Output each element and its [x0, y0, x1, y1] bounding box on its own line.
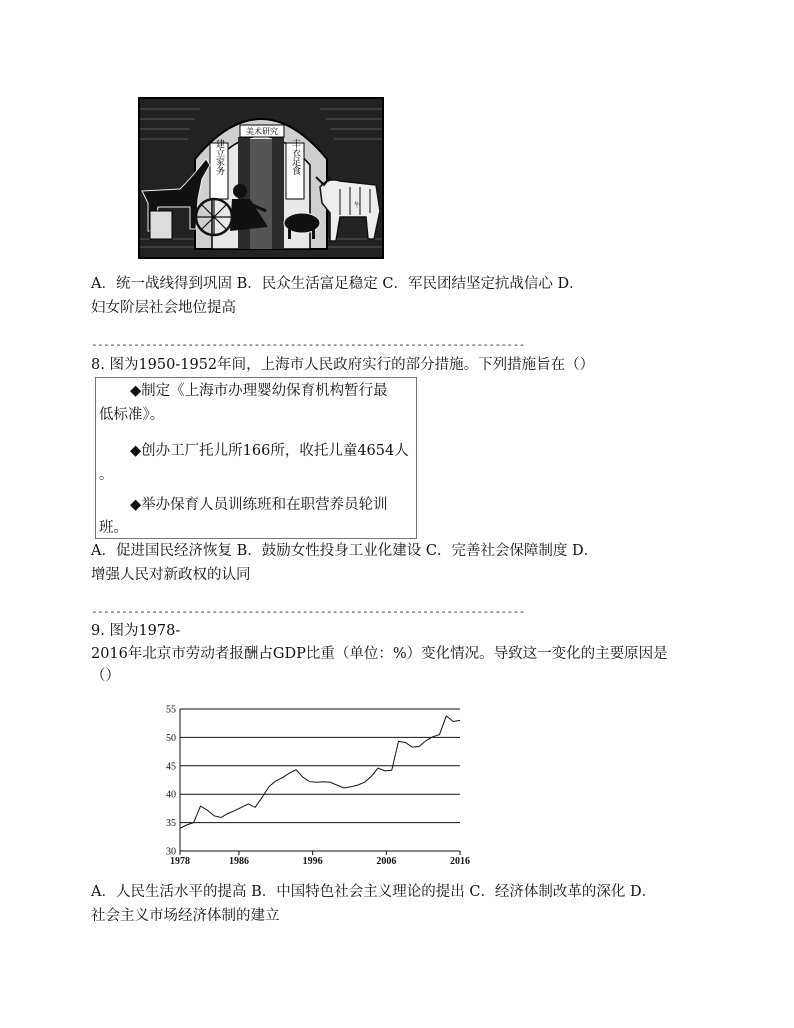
- y-tick-label: 50: [166, 732, 176, 744]
- x-tick-label: 1978: [170, 856, 190, 867]
- x-tick-label: 1996: [302, 856, 323, 867]
- measure-1-line2: 低标准》。: [99, 407, 165, 423]
- q8-options-line2: 增强人民对新政权的认同: [91, 567, 251, 583]
- series-line: [180, 716, 460, 829]
- q8-stem: 8. 图为1950-1952年间，上海市人民政府实行的部分措施。下列措施旨在（）: [91, 357, 595, 373]
- measure-3-line1: ◆举办保育人员训练班和在职营养员轮训: [130, 497, 388, 513]
- q9-line-chart: [160, 703, 470, 871]
- y-tick-label: 40: [166, 789, 176, 801]
- q9-stem-line3: （）: [91, 668, 120, 684]
- y-tick-label: 30: [166, 846, 176, 858]
- measure-2-line2: 。: [99, 467, 114, 483]
- q8-options-line1: A．促进国民经济恢复 B．鼓励女性投身工业化建设 C．完善社会保障制度 D．: [91, 543, 599, 559]
- q9-options-line1: A．人民生活水平的提高 B．中国特色社会主义理论的提出 C．经济体制改革的深化 D．: [91, 884, 657, 900]
- measure-1-line1: ◆制定《上海市办理婴幼保育机构暂行最: [130, 383, 388, 399]
- panel-note-text: 牛: [354, 202, 361, 209]
- sign-left-text: 建立家务: [214, 139, 224, 175]
- y-tick-label: 35: [166, 818, 176, 830]
- q9-stem-line1: 9. 图为1978-: [91, 623, 181, 639]
- woodcut-drawing: [140, 99, 382, 257]
- q7-options-line2: 妇女阶层社会地位提高: [91, 300, 236, 316]
- x-tick-label: 1986: [228, 856, 249, 867]
- x-tick-label: 2016: [450, 856, 470, 867]
- separator-1: ------------------------------------------------------------------------: [91, 338, 525, 351]
- sign-top-text: 美术研究: [246, 127, 278, 136]
- chart-svg: [160, 703, 470, 871]
- y-tick-label: 55: [166, 704, 176, 716]
- x-tick-label: 2006: [376, 856, 397, 867]
- y-tick-label: 45: [166, 761, 176, 773]
- sign-right-text: 丰衣足食: [290, 139, 300, 175]
- measure-2-line1: ◆创办工厂托儿所166所，收托儿童4654人: [130, 443, 409, 459]
- q8-measures-box: [95, 377, 417, 539]
- separator-2: ------------------------------------------------------------------------: [91, 605, 525, 618]
- woodcut-illustration: [138, 97, 384, 259]
- q9-stem-line2: 2016年北京市劳动者报酬占GDP比重（单位：%）变化情况。导致这一变化的主要原因是: [91, 646, 668, 662]
- q9-options-line2: 社会主义市场经济体制的建立: [91, 908, 280, 924]
- measure-3-line2: 班。: [99, 520, 128, 536]
- q7-options-line1: A．统一战线得到巩固 B．民众生活富足稳定 C．军民团结坚定抗战信心 D．: [91, 276, 584, 292]
